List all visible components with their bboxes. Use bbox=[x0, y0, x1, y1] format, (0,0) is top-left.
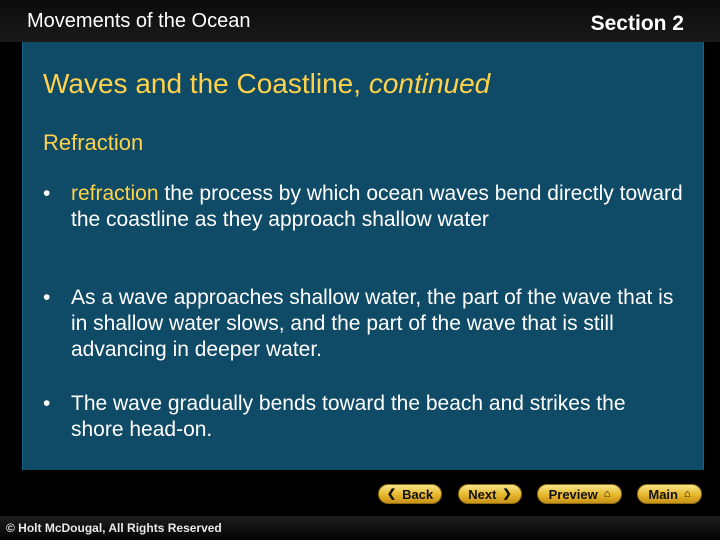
main-button-label: Main bbox=[648, 486, 678, 502]
slide-title-continued: continued bbox=[368, 68, 491, 99]
slide-content bbox=[22, 42, 704, 470]
bullet-text: As a wave approaches shallow water, the part of the wave that is in shallow water slows, and the part of the wave that is still advancing in deeper water. bbox=[71, 286, 674, 361]
header-bar bbox=[0, 0, 720, 42]
section-label: Section 2 bbox=[590, 12, 684, 35]
bullet-dot-icon: • bbox=[43, 286, 51, 309]
slide-title-main: Waves and the Coastline, bbox=[43, 68, 362, 99]
slide-title bbox=[43, 68, 490, 100]
bullet-item bbox=[43, 181, 683, 233]
bullet-dot-icon: • bbox=[43, 392, 51, 415]
bullet-term: refraction bbox=[71, 182, 159, 205]
subheading: Refraction bbox=[43, 130, 144, 155]
back-button-label: Back bbox=[402, 486, 434, 502]
bullet-item bbox=[43, 391, 683, 443]
preview-button-label: Preview bbox=[548, 486, 598, 502]
copyright-text: © Holt McDougal, All Rights Reserved bbox=[6, 521, 222, 535]
home-icon: ⌂ bbox=[603, 487, 611, 500]
main-button[interactable] bbox=[637, 484, 702, 504]
bullet-text: The wave gradually bends toward the beach and strikes the shore head-on. bbox=[71, 392, 626, 441]
bullet-item bbox=[43, 285, 683, 363]
chapter-title: Movements of the Ocean bbox=[27, 10, 251, 32]
back-button[interactable] bbox=[378, 484, 442, 504]
footer-bar bbox=[0, 516, 720, 540]
preview-button[interactable] bbox=[537, 484, 622, 504]
chevron-right-icon: ❯ bbox=[502, 487, 512, 500]
bullet-dot-icon: • bbox=[43, 182, 51, 205]
chevron-left-icon: ❮ bbox=[386, 487, 397, 500]
next-button-label: Next bbox=[468, 486, 497, 502]
navigation-bar bbox=[0, 470, 720, 520]
bullet-definition: the process by which ocean waves bend directly toward the coastline as they approach shallow water bbox=[71, 182, 683, 231]
bullet-text bbox=[71, 181, 683, 233]
home-icon: ⌂ bbox=[683, 487, 691, 500]
next-button[interactable] bbox=[458, 484, 522, 504]
